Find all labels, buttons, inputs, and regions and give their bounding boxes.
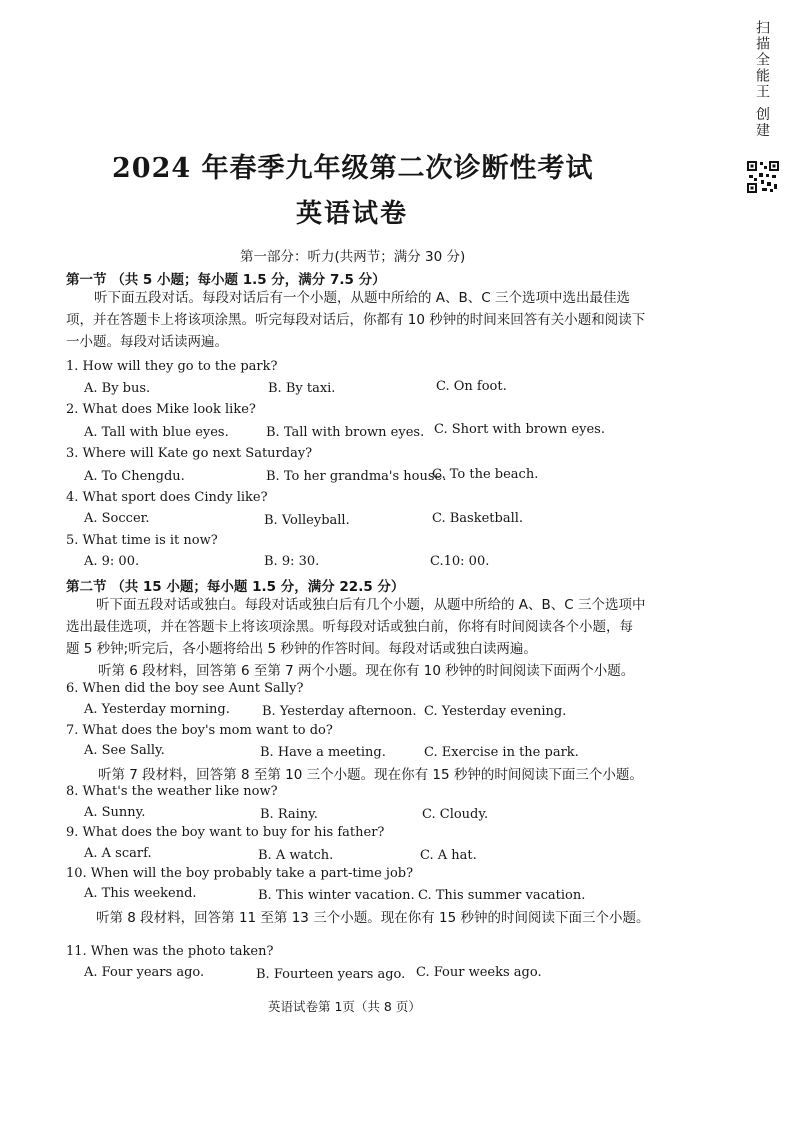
- question-4-option-b: B. Volleyball.: [264, 513, 350, 528]
- question-9-option-c: C. A hat.: [420, 848, 477, 863]
- question-9-option-b: B. A watch.: [258, 848, 334, 863]
- question-1-option-c: C. On foot.: [436, 379, 507, 394]
- question-9-option-a: A. A scarf.: [84, 846, 152, 861]
- question-11-option-a: A. Four years ago.: [84, 965, 205, 980]
- question-1: 1. How will they go to the park?: [66, 359, 278, 374]
- question-3-option-b: B. To her grandma's house.: [266, 469, 447, 484]
- section-two-note-6: 听第 6 段材料，回答第 6 至第 7 两个小题。现在你有 10 秒钟的时间阅读下面两个小题。: [98, 663, 635, 679]
- question-3: 3. Where will Kate go next Saturday?: [66, 446, 313, 461]
- question-5-option-c: C.10: 00.: [430, 554, 490, 569]
- question-10-option-b: B. This winter vacation.: [258, 888, 415, 903]
- question-2-option-a: A. Tall with blue eyes.: [84, 425, 229, 440]
- question-1-option-b: B. By taxi.: [268, 381, 336, 396]
- question-11: 11. When was the photo taken?: [66, 944, 274, 959]
- question-5: 5. What time is it now?: [66, 533, 218, 548]
- question-7-option-c: C. Exercise in the park.: [424, 745, 579, 760]
- exam-title: 2024 年春季九年级第二次诊断性考试: [112, 153, 594, 184]
- question-7-option-a: A. See Sally.: [84, 743, 165, 758]
- question-2-option-b: B. Tall with brown eyes.: [266, 425, 425, 440]
- section-two-instructions: 听下面五段对话或独白。每段对话或独白后有几个小题，从题中所给的 A、B、C 三个选项中选出最佳选项，并在答题卡上将该项涂黑。听每段对话或独白前，你将有时间阅读各个小题，每题 5 秒钟;听完后，各小题将给出 5 秒钟的作答时间。每段对话或独白读两遍。: [66, 597, 646, 657]
- section-two-header: 第二节 （共 15 小题；每小题 1.5 分，满分 22.5 分）: [66, 579, 405, 595]
- exam-subtitle: 英语试卷: [296, 199, 409, 229]
- question-10: 10. When will the boy probably take a part-time job?: [66, 866, 414, 881]
- question-4-option-c: C. Basketball.: [432, 511, 524, 526]
- question-2: 2. What does Mike look like?: [66, 402, 256, 417]
- question-8: 8. What's the weather like now?: [66, 784, 278, 799]
- question-1-option-a: A. By bus.: [84, 381, 151, 396]
- question-10-option-a: A. This weekend.: [84, 886, 197, 901]
- section-one-header: 第一节 （共 5 小题；每小题 1.5 分，满分 7.5 分）: [66, 272, 386, 288]
- question-5-option-b: B. 9: 30.: [264, 554, 320, 569]
- section-two-note-8: 听第 8 段材料，回答第 11 至第 13 三个小题。现在你有 15 秒钟的时间阅读下面三个小题。: [96, 910, 650, 926]
- question-6-option-c: C. Yesterday evening.: [424, 704, 567, 719]
- question-8-option-b: B. Rainy.: [260, 807, 318, 822]
- section-one-instructions: 听下面五段对话。每段对话后有一个小题，从题中所给的 A、B、C 三个选项中选出最佳选项，并在答题卡上将该项涂黑。听完每段对话后，你都有 10 秒钟的时间来回答有关小题和阅读下一小题。每段对话读两遍。: [66, 290, 646, 350]
- question-4-option-a: A. Soccer.: [84, 511, 150, 526]
- section-two-note-7: 听第 7 段材料，回答第 8 至第 10 三个小题。现在你有 15 秒钟的时间阅读下面三个小题。: [98, 767, 643, 783]
- question-10-option-c: C. This summer vacation.: [418, 888, 586, 903]
- page-footer: 英语试卷第 1页（共 8 页）: [268, 999, 421, 1014]
- question-3-option-c: C. To the beach.: [432, 467, 539, 482]
- question-2-option-c: C. Short with brown eyes.: [434, 422, 605, 437]
- question-8-option-a: A. Sunny.: [84, 805, 146, 820]
- question-8-option-c: C. Cloudy.: [422, 807, 489, 822]
- part-one-header: 第一部分：听力(共两节；满分 30 分): [240, 249, 466, 265]
- question-6: 6. When did the boy see Aunt Sally?: [66, 681, 304, 696]
- question-7: 7. What does the boy's mom want to do?: [66, 723, 333, 738]
- question-6-option-b: B. Yesterday afternoon.: [262, 704, 417, 719]
- question-5-option-a: A. 9: 00.: [84, 554, 140, 569]
- question-6-option-a: A. Yesterday morning.: [84, 702, 230, 717]
- question-3-option-a: A. To Chengdu.: [84, 469, 185, 484]
- question-4: 4. What sport does Cindy like?: [66, 490, 268, 505]
- question-7-option-b: B. Have a meeting.: [260, 745, 386, 760]
- question-9: 9. What does the boy want to buy for his father?: [66, 825, 385, 840]
- scanner-watermark: 扫描全能王 创建: [754, 20, 770, 139]
- question-11-option-c: C. Four weeks ago.: [416, 965, 542, 980]
- question-11-option-b: B. Fourteen years ago.: [256, 967, 406, 982]
- qr-code-icon: [746, 160, 780, 194]
